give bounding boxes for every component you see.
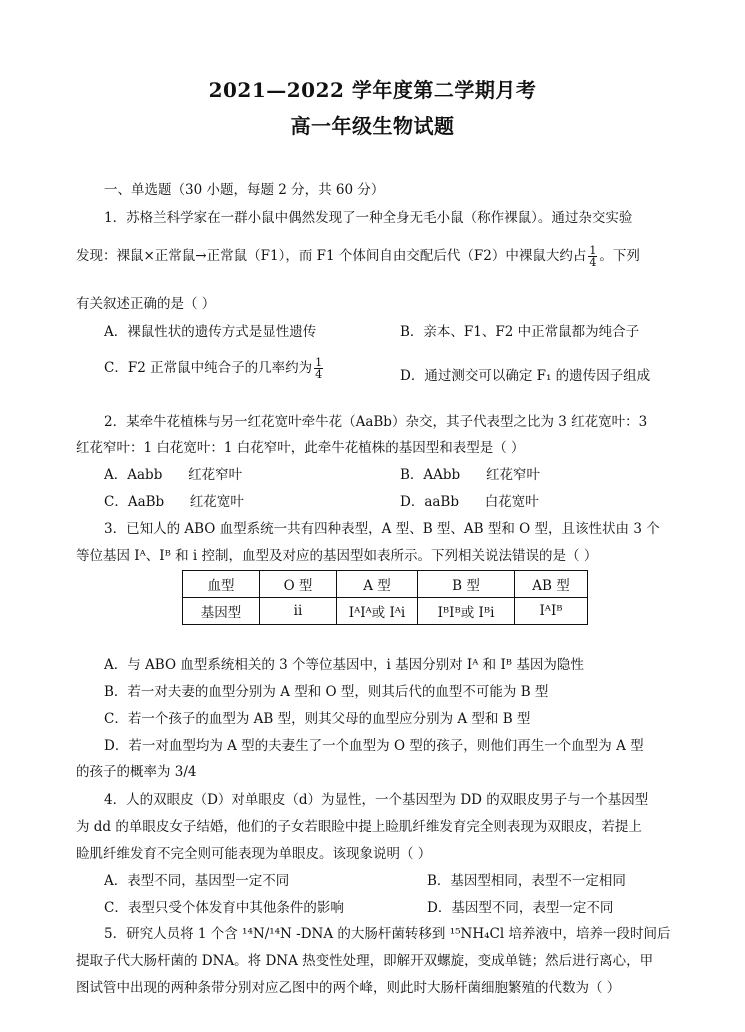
q4-option-b: B．基因型相同，表型不一定相同 [427, 873, 626, 889]
q1-option-c-fraction: $\frac{1}{4}$ [315, 356, 323, 381]
table-header-row [183, 571, 588, 598]
q3-option-d-line2: 的孩子的概率为 3/4 [76, 764, 197, 780]
q1-line1: 1．苏格兰科学家在一群小鼠中偶然发现了一种全身无毛小鼠（称作裸鼠）。通过杂交实验 [104, 210, 633, 226]
q2-option-a: A．Aabb 红花窄叶 [104, 467, 243, 483]
table-row [183, 598, 588, 625]
q4-line2: 为 dd 的单眼皮女子结婚，他们的子女若眼睑中提上睑肌纤维发育完全则表现为双眼皮，若提上 [76, 819, 642, 835]
section-heading: 一、单选题（30 小题，每题 2 分，共 60 分） [104, 182, 385, 198]
q4-option-c: C．表型只受个体发育中其他条件的影响 [104, 900, 344, 916]
q3-option-c: C．若一个孩子的血型为 AB 型，则其父母的血型应分别为 A 型和 B 型 [104, 711, 531, 727]
q1-option-c: C．F2 正常鼠中纯合子的几率约为 $\frac{1}{4}$ [104, 356, 323, 381]
exam-title: 2021—2022 学年度第二学期月考 [208, 78, 537, 102]
q4-option-a: A．表型不同，基因型一定不同 [104, 873, 290, 889]
table-cell: O 型 [260, 571, 337, 598]
table-cell: B 型 [418, 571, 515, 598]
table-cell: IᴮIᴮ或 Iᴮi [418, 598, 515, 625]
q1-line2-post: 。下列 [599, 248, 640, 264]
table-cell: 基因型 [183, 598, 260, 625]
q1-option-b: B．亲本、F1、F2 中正常鼠都为纯合子 [400, 324, 640, 340]
table-cell: IᴬIᴬ或 Iᴬi [337, 598, 418, 625]
q2-option-c: C．AaBb 红花宽叶 [104, 494, 244, 510]
q3-option-a: A．与 ABO 血型系统相关的 3 个等位基因中，i 基因分别对 Iᴬ 和 Iᴮ 基因为隐性 [104, 657, 584, 673]
q2-option-b: B．AAbb 红花窄叶 [400, 467, 540, 483]
q1-option-a: A．裸鼠性状的遗传方式是显性遗传 [104, 324, 317, 340]
q4-line3: 睑肌纤维发育不完全则可能表现为单眼皮。该现象说明（ ） [76, 846, 432, 862]
q1-line2-pre: 发现：裸鼠×正常鼠→正常鼠（F1），而 F1 个体间自由交配后代（F2）中裸鼠大约占 [76, 248, 587, 264]
exam-subtitle: 高一年级生物试题 [290, 114, 455, 138]
q2-line2: 红花窄叶：1 白花宽叶：1 白花窄叶，此牵牛花植株的基因型和表型是（ ） [76, 440, 525, 456]
q3-line1: 3．已知人的 ABO 血型系统一共有四种表型，A 型、B 型、AB 型和 O 型，且该性状由 3 个 [104, 521, 660, 537]
q3-option-d-line1: D．若一对血型均为 A 型的夫妻生了一个血型为 O 型的孩子，则他们再生一个血型为 A 型 [104, 738, 644, 754]
q1-line2 [76, 244, 640, 268]
q1-fraction: $\frac{1}{4}$ [589, 244, 597, 269]
q5-line3: 图试管中出现的两种条带分别对应乙图中的两个峰，则此时大肠杆菌细胞繁殖的代数为（ ） [76, 980, 621, 996]
table-cell: IᴬIᴮ [515, 598, 588, 625]
q5-line1: 5．研究人员将 1 个含 ¹⁴N/¹⁴N -DNA 的大肠杆菌转移到 ¹⁵NH₄Cl 培养液中，培养一段时间后 [104, 926, 671, 942]
table-cell: A 型 [337, 571, 418, 598]
table-cell: ii [260, 598, 337, 625]
q4-line1: 4．人的双眼皮（D）对单眼皮（d）为显性，一个基因型为 DD 的双眼皮男子与一个基因型 [104, 792, 649, 808]
q2-line1: 2．某牵牛花植株与另一红花宽叶牵牛花（AaBb）杂交，其子代表型之比为 3 红花宽叶：3 [104, 414, 648, 430]
q4-option-d: D．基因型不同，表型一定不同 [427, 900, 614, 916]
table-cell: AB 型 [515, 571, 588, 598]
q1-option-d: D．通过测交可以确定 F₁ 的遗传因子组成 [400, 368, 651, 384]
blood-type-table [182, 570, 588, 625]
q2-option-d: D．aaBb 白花宽叶 [400, 494, 539, 510]
q5-line2: 提取子代大肠杆菌的 DNA。将 DNA 热变性处理，即解开双螺旋，变成单链；然后进行离心，甲 [76, 953, 654, 969]
q3-option-b: B．若一对夫妻的血型分别为 A 型和 O 型，则其后代的血型不可能为 B 型 [104, 684, 549, 700]
table-cell: 血型 [183, 571, 260, 598]
q1-line3: 有关叙述正确的是（ ） [76, 296, 216, 312]
q3-line2: 等位基因 Iᴬ、Iᴮ 和 i 控制，血型及对应的基因型如表所示。下列相关说法错误的是（ ） [76, 548, 598, 564]
